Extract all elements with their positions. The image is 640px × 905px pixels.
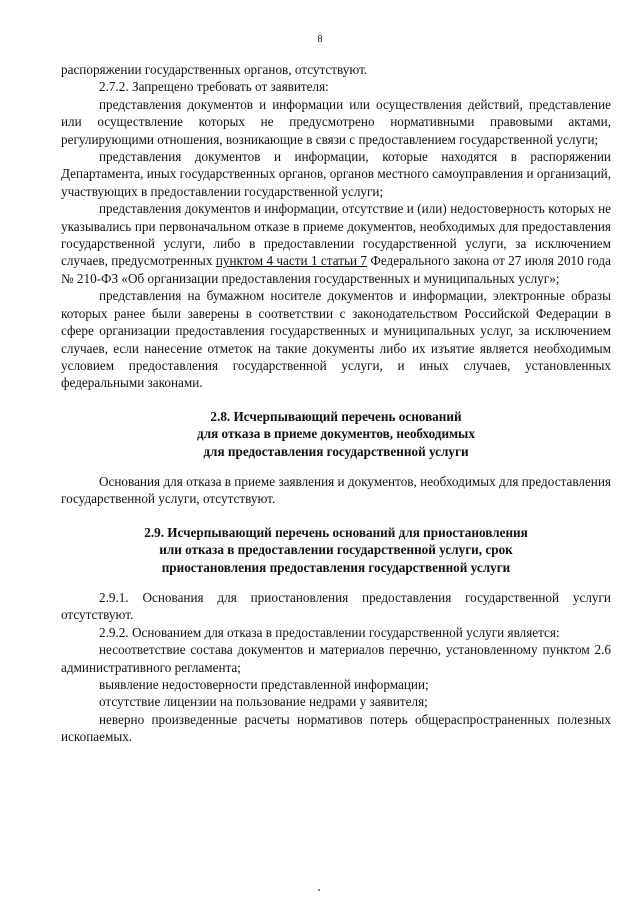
clause-2-9-2: 2.9.2. Основанием для отказа в предоставлении государственной услуги является: bbox=[99, 624, 560, 640]
item-3-text-start: представления документов и информации, отсутствие и (или) недостоверность которых не указывались при первоначальном отказе в приеме документов, необходимых для предоставления государственной услуги, либо в предоставлении государственной услуги, за исключением случаев, предусмотренных bbox=[61, 201, 611, 269]
section-2-8-text: Основания для отказа в приеме заявления и документов, необходимых для предоставления государственной услуги, отсутствуют. bbox=[61, 473, 611, 507]
clause-2-7-2-item-2: представления документов и информации, которые находятся в распоряжении Департамента, иных государственных органов, органов местного самоуправления и организаций, участвующих в предоставлении государственной услуги; bbox=[61, 149, 611, 199]
item-3-text-end: Федерального закона от 27 июля 2010 года № 210-ФЗ «Об организации предоставления государственных и муниципальных услуг»; bbox=[61, 253, 611, 286]
clause-2-7-2: 2.7.2. Запрещено требовать от заявителя: bbox=[99, 79, 329, 95]
section-2-8-heading bbox=[61, 408, 611, 460]
heading-line: приостановления предоставления государственной услуги bbox=[161, 559, 511, 575]
section-2-9-heading bbox=[61, 524, 611, 576]
clause-2-7-2-item-1: представления документов и информации или осуществления действий, представление или осуществление которых не предусмотрено нормативными правовыми актами, регулирующими отношения, возникающие в связи с предоставлением государственной услуги; bbox=[61, 96, 611, 147]
clause-2-9-2-item-1: несоответствие состава документов и материалов перечню, установленному пунктом 2.6 административного регламента; bbox=[61, 642, 611, 675]
section-2-7-continuation: распоряжении государственных органов, отсутствуют. bbox=[61, 62, 368, 77]
heading-line: или отказа в предоставлении государственной услуги, срок bbox=[159, 542, 513, 558]
heading-line: для предоставления государственной услуги bbox=[203, 443, 469, 459]
page-number: 8 bbox=[317, 34, 323, 45]
heading-line: 2.8. Исчерпывающий перечень оснований bbox=[210, 408, 462, 424]
clause-2-7-2-item-4: представления на бумажном носителе документов и информации, электронные образы которых ранее были заверены в соответствии с законодательством Российской Федерации в сфере организации предоставления государственных и муниципальных услуг, за исключением случаев, если нанесение отметок на такие документы либо их изъятие является необходимым условием предоставления государственной услуги, и иных случаев, установленных федеральными законами. bbox=[61, 288, 611, 391]
clause-2-7-2-item-3 bbox=[61, 200, 611, 287]
law-article-link[interactable]: пунктом 4 части 1 статьи 7 bbox=[215, 253, 368, 269]
clause-2-9-2-item-3: отсутствие лицензии на пользование недрами у заявителя; bbox=[99, 694, 428, 710]
heading-line: 2.9. Исчерпывающий перечень оснований для приостановления bbox=[144, 524, 528, 540]
page-content bbox=[61, 61, 611, 746]
clause-2-9-2-item-4: неверно произведенные расчеты нормативов потерь общераспространенных полезных ископаемых. bbox=[61, 711, 611, 745]
scan-speck bbox=[318, 889, 320, 891]
clause-2-9-2-item-2: выявление недостоверности представленной информации; bbox=[99, 677, 429, 692]
heading-line: для отказа в приеме документов, необходимых bbox=[197, 426, 475, 442]
clause-2-9-1: 2.9.1. Основания для приостановления предоставления государственной услуги отсутствуют. bbox=[61, 589, 611, 623]
